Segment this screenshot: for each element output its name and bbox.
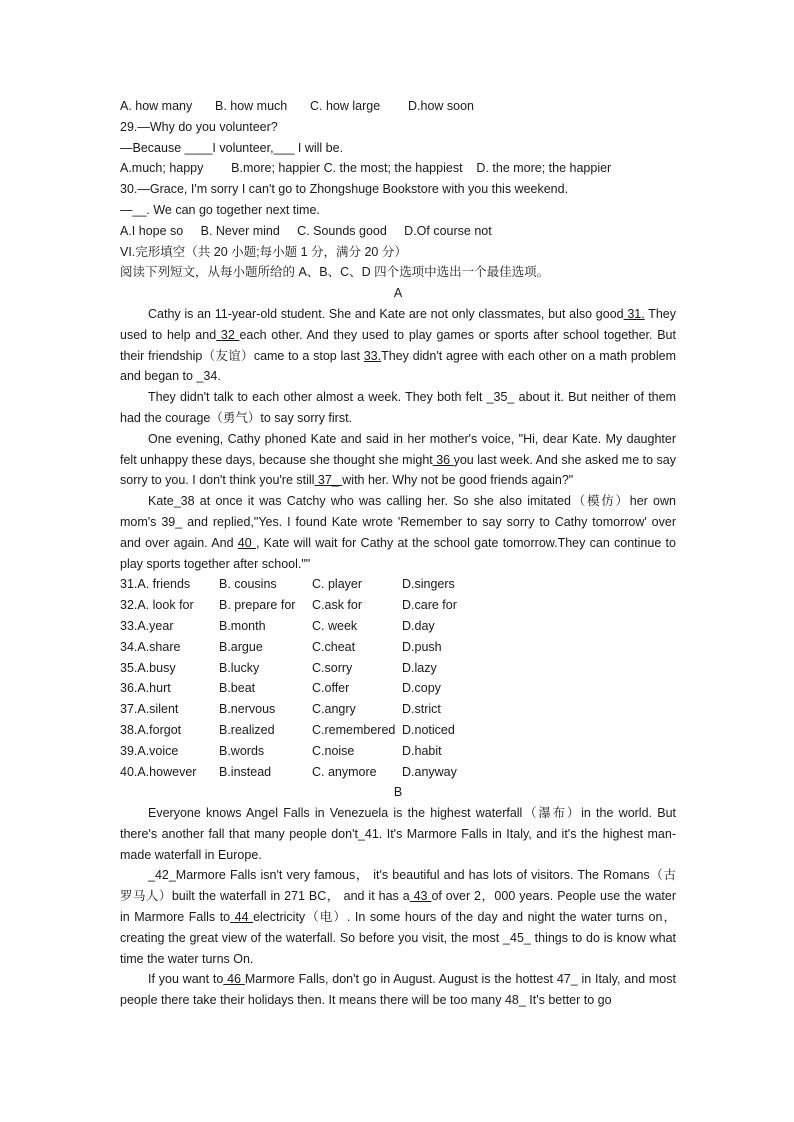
q29-options: A.much; happy B.more; happier C. the most; the happiest D. the more; the happier — [120, 161, 612, 176]
option-row: 37.A.silent B.nervous C.angry D.strict — [120, 702, 441, 717]
blank-43: 43 — [409, 889, 432, 904]
q28-options — [120, 96, 676, 117]
passage-b-paragraph-2: _42_Marmore Falls isn't very famous， it's beautiful and has lots of visitors. The Romans（古罗马人）built the waterfall in 271 BC， and it has a 43 of over 2，000 years. People use the water in Marmore Falls to 44 electricity（电）. In some hours of the day and night the water turns on，creating the great view of the waterfall. So before you visit, the most _45_ things to do is know what time the water turns On. — [120, 868, 677, 966]
option-row: 32.A. look for B. prepare for C.ask for D.care for — [120, 598, 457, 613]
option-row: 38.A.forgot B.realized C.remembered D.noticed — [120, 722, 455, 737]
option-row: 40.A.however B.instead C. anymore D.anyway — [120, 764, 457, 779]
option: D.how soon — [408, 99, 475, 113]
section-title: VI.完形填空（共 20 小题;每小题 1 分，满分 20 分） — [120, 244, 407, 259]
q30-answer: —__. We can go together next time. — [120, 202, 320, 217]
option-row: 35.A.busy B.lucky C.sorry D.lazy — [120, 660, 437, 675]
q29-question: 29.—Why do you volunteer? — [120, 119, 278, 134]
option: C. how large — [310, 99, 381, 113]
blank-31: 31. — [623, 306, 645, 321]
option-row: 31.A. friends B. cousins C. player D.singers — [120, 577, 455, 592]
option-row: 36.A.hurt B.beat C.offer D.copy — [120, 681, 441, 696]
q30-question: 30.—Grace, I'm sorry I can't go to Zhongshuge Bookstore with you this weekend. — [120, 182, 569, 197]
option-row: 39.A.voice B.words C.noise D.habit — [120, 743, 442, 758]
passage-a-label: A — [393, 286, 403, 301]
options-list — [120, 574, 676, 782]
option: A. how many — [120, 99, 193, 113]
q30-options: A.I hope so B. Never mind C. Sounds good D.Of course not — [120, 223, 492, 238]
blank-37: 37_ — [314, 473, 343, 488]
blank-36: 36 — [432, 452, 454, 467]
passage-b-paragraph-1: Everyone knows Angel Falls in Venezuela is the highest waterfall（瀑布）in the world. But there's another fall that many people don't_41. It's Marmore Falls in Italy, and it's the highest man-made waterfall in Europe. — [120, 806, 676, 862]
passage-a-paragraph-1: Cathy is an 11-year-old student. She and Kate are not only classmates, but also good 31. They used to help and 32 each other. And they used to play games or sports after school together. But their friendship（友谊）came to a stop last 33.They didn't agree with each other on a math problem and began to _34. — [120, 306, 677, 384]
blank-40: 40 — [237, 535, 256, 550]
blank-44: 44 — [230, 910, 254, 925]
passage-a-paragraph-4: Kate_38 at once it was Catchy who was calling her. So she also imitated（模仿）her own mom's 39_ and replied,"Yes. I found Kate wrote 'Remember to say sorry to Cathy tomorrow' over and over again. And 40 , Kate will wait for Cathy at the school gate tomorrow.They can continue to play sports together after school."" — [120, 494, 676, 571]
q29-answer: —Because ____I volunteer,___ I will be. — [120, 140, 344, 155]
blank-46: 46 — [223, 972, 245, 987]
blank-32: 32 — [216, 327, 240, 342]
option-row: 33.A.year B.month C. week D.day — [120, 618, 435, 633]
passage-a-paragraph-2: They didn't talk to each other almost a week. They both felt _35_ about it. But neither of them had the courage（勇气）to say sorry first. — [120, 390, 676, 425]
passage-a-paragraph-3: One evening, Cathy phoned Kate and said in her mother's voice, "Hi, dear Kate. My daughter felt unhappy these days, because she thought she might 36 you last week. And she asked me to say sorry to you. I don't think you're still 37_ with her. Why not be good friends again?" — [120, 431, 676, 488]
section-instruction: 阅读下列短文，从每小题所给的 A、B、C、D 四个选项中选出一个最佳选项。 — [120, 265, 550, 280]
document-page — [120, 96, 676, 1011]
blank-33: 33. — [363, 348, 382, 363]
passage-b-label: B — [393, 785, 403, 800]
option: B. how much — [215, 99, 288, 113]
passage-b-paragraph-3: If you want to 46 Marmore Falls, don't go in August. August is the hottest 47_ in Italy, and most people there take their holidays then. It means there will be too many 48_ It's better to go — [120, 972, 676, 1008]
option-row: 34.A.share B.argue C.cheat D.push — [120, 639, 442, 654]
